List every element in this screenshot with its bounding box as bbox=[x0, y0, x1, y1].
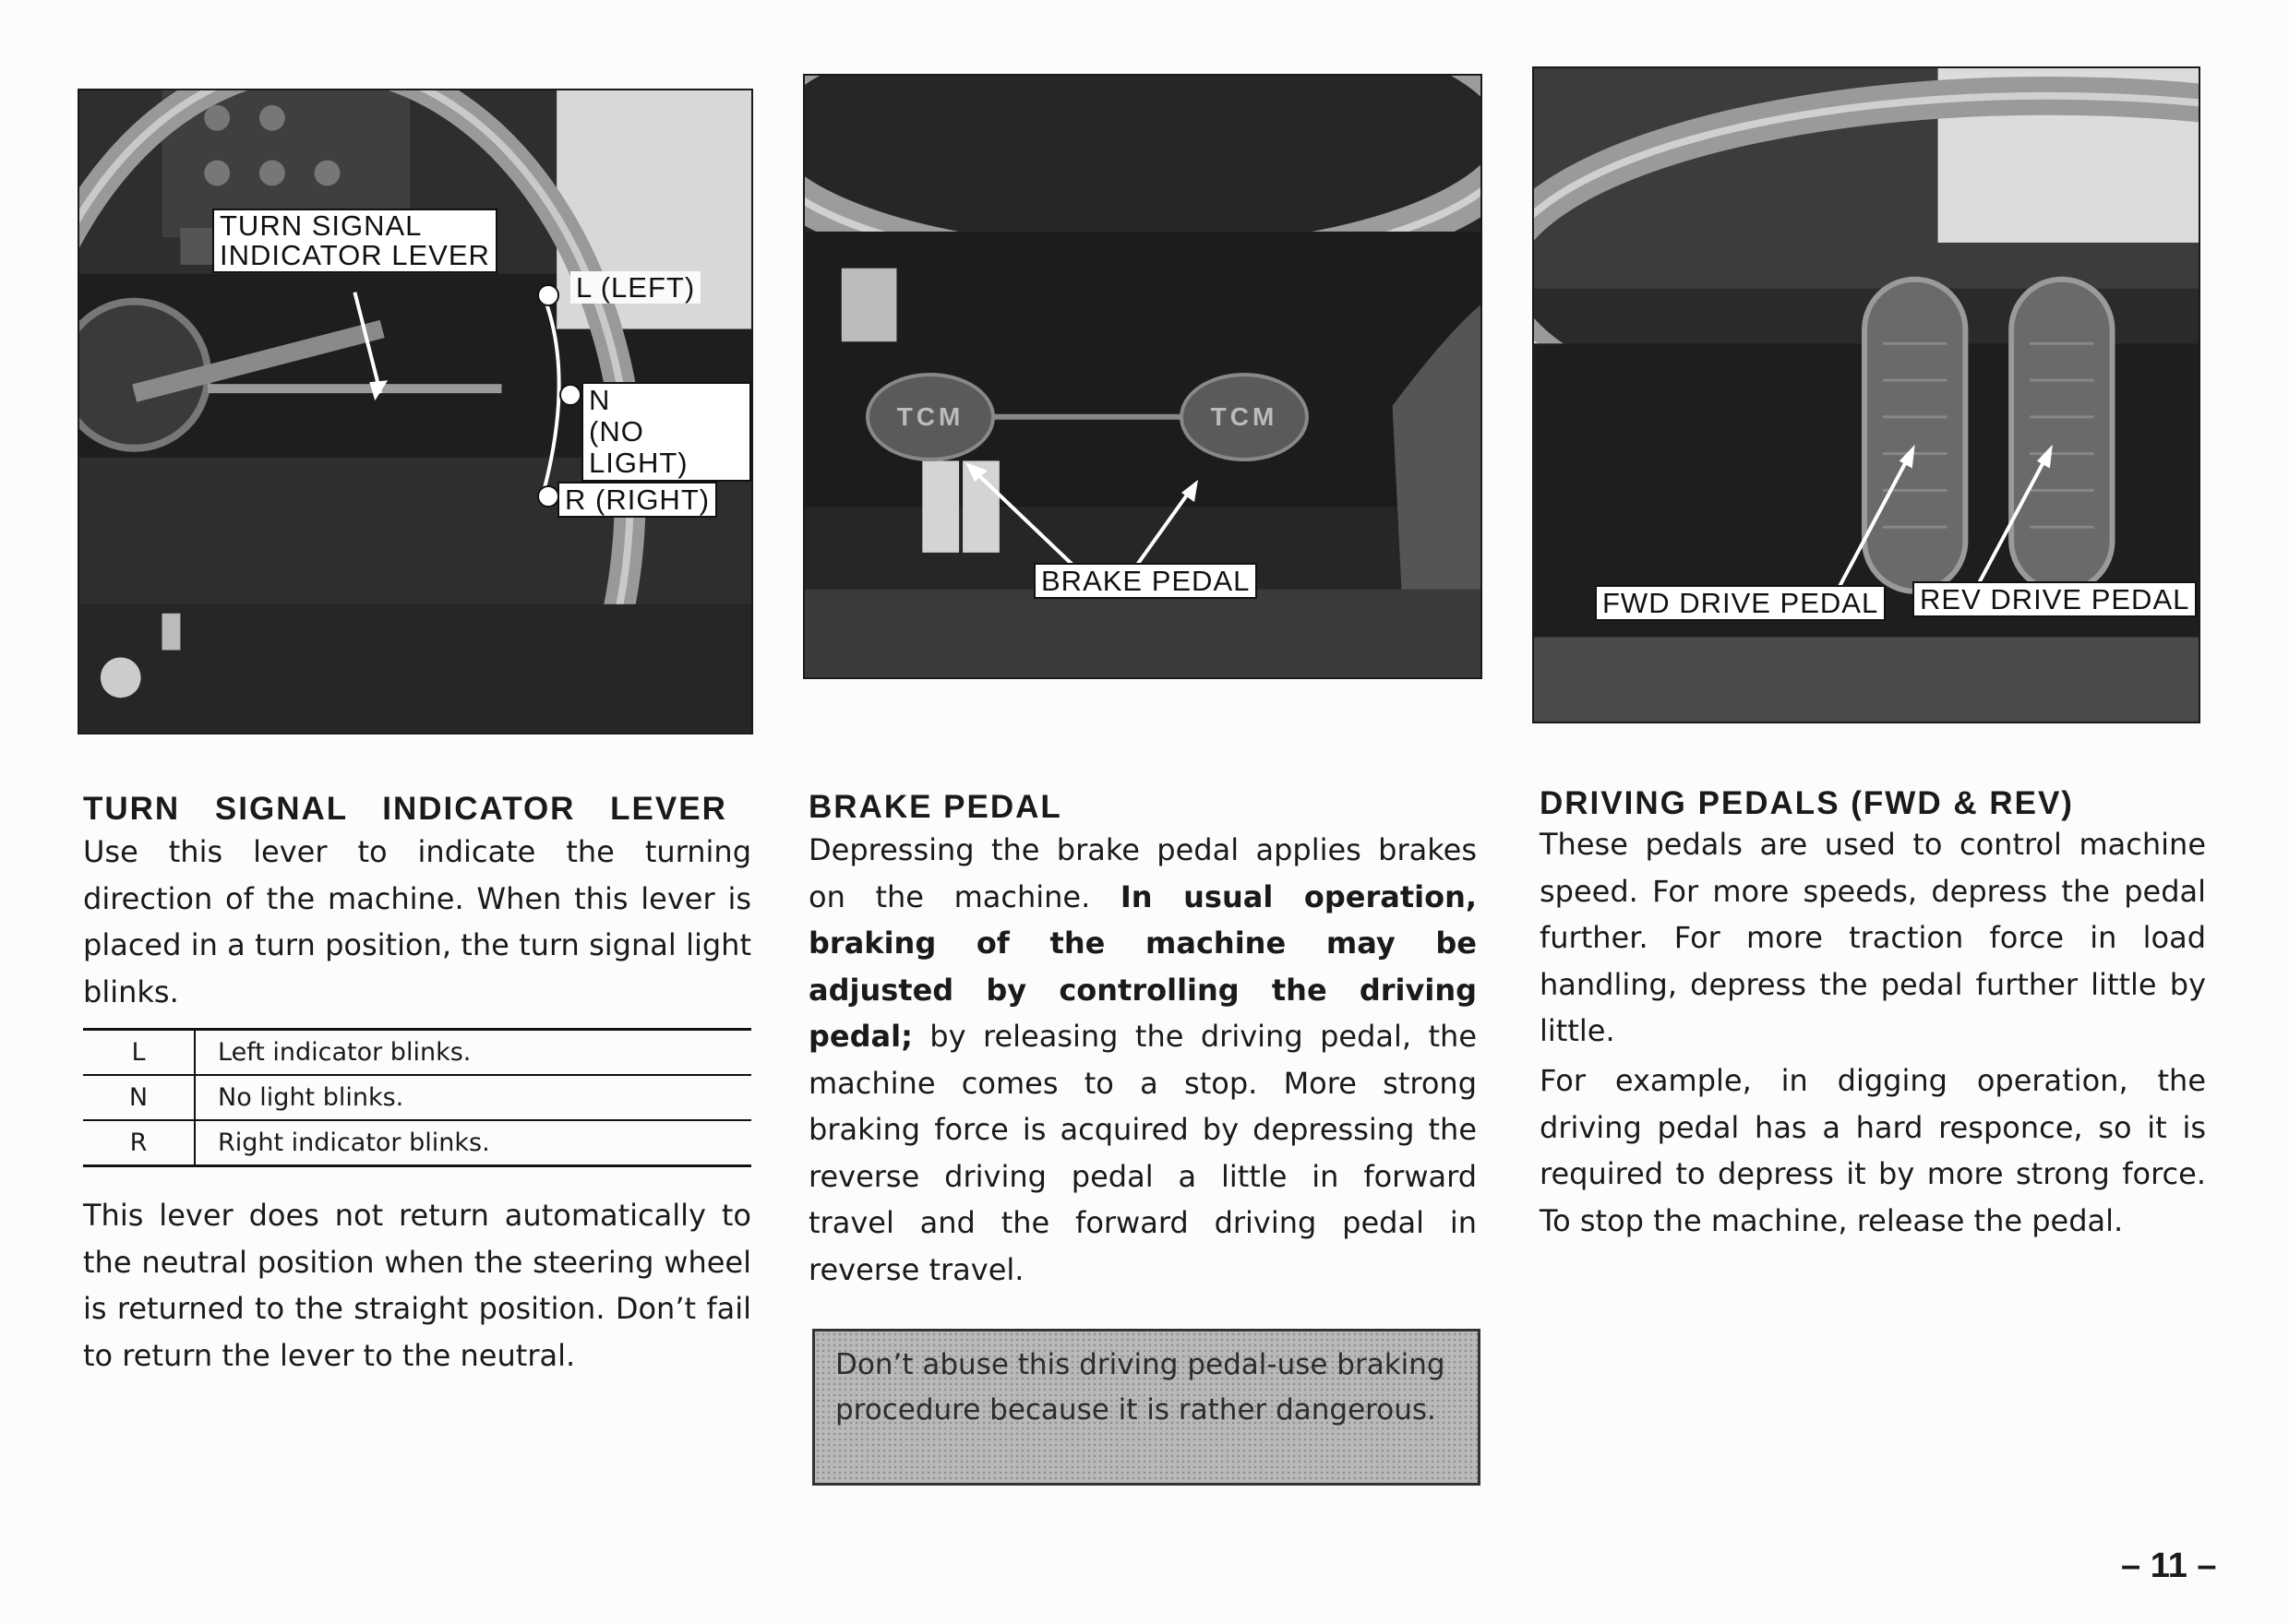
brake-pedal-label: BRAKE PEDAL bbox=[1034, 563, 1257, 599]
table-key: N bbox=[83, 1075, 195, 1120]
brake-pedal-photo bbox=[803, 74, 1482, 679]
indicator-table bbox=[83, 1028, 751, 1167]
tcm-logo-right: TCM bbox=[1210, 402, 1278, 431]
table-key: L bbox=[83, 1030, 195, 1076]
left-position-marker bbox=[537, 284, 559, 306]
turn-signal-lever-label: TURN SIGNAL INDICATOR LEVER bbox=[212, 209, 497, 273]
right-position-label: R (RIGHT) bbox=[557, 482, 717, 518]
brake-text-b: by releasing the driving pedal, the machine comes to a stop. More strong braking force is acquired by depressing the reverse driving pedal a little in forward travel and the forward driving pedal in reverse travel. bbox=[809, 1019, 1477, 1287]
table-value: Left indicator blinks. bbox=[195, 1030, 751, 1076]
turn-signal-photo bbox=[78, 89, 753, 734]
driving-pedals-paragraph-1: These pedals are used to control machine speed. For more speeds, depress the pedal further. For more traction force in load handling, depress the pedal further little by little. bbox=[1540, 827, 2206, 1048]
neutral-position-label: N (NO LIGHT) bbox=[581, 382, 751, 482]
neutral-position-marker bbox=[559, 384, 581, 406]
brake-pedal-paragraph bbox=[809, 827, 1477, 1293]
table-value: Right indicator blinks. bbox=[195, 1120, 751, 1166]
driving-pedals-heading: DRIVING PEDALS (FWD & REV) bbox=[1540, 785, 2074, 821]
left-position-label: L (LEFT) bbox=[570, 271, 701, 304]
turn-signal-paragraph-2: This lever does not return automatically to the neutral position when the steering wheel is returned to the straight position. Don’t fail to return the lever to the neutral. bbox=[83, 1198, 751, 1373]
driving-pedals-paragraph-2: For example, in digging operation, the driving pedal has a hard responce, so it is required to depress it by more strong force. To stop the machine, release the pedal. bbox=[1540, 1063, 2206, 1238]
brake-pedal-heading: BRAKE PEDAL bbox=[809, 789, 1062, 825]
page-number: – 11 – bbox=[2121, 1546, 2217, 1585]
tcm-logo-left: TCM bbox=[896, 402, 965, 431]
table-row bbox=[83, 1030, 751, 1076]
table-row bbox=[83, 1120, 751, 1166]
table-value: No light blinks. bbox=[195, 1075, 751, 1120]
table-row bbox=[83, 1075, 751, 1120]
table-key: R bbox=[83, 1120, 195, 1166]
right-position-marker bbox=[537, 485, 559, 508]
driving-pedals-photo bbox=[1532, 66, 2200, 723]
rev-drive-pedal-label: REV DRIVE PEDAL bbox=[1912, 581, 2197, 617]
turn-signal-heading: TURN SIGNAL INDICATOR LEVER bbox=[83, 791, 727, 827]
brake-text-a: Depressing the brake pedal applies brakes on the machine. bbox=[809, 832, 1477, 914]
caution-box: Don’t abuse this driving pedal-use braking procedure because it is rather dangerous. bbox=[812, 1329, 1480, 1486]
turn-signal-paragraph-1: Use this lever to indicate the turning direction of the machine. When this lever is placed in a turn position, the turn signal light blinks. bbox=[83, 834, 751, 1009]
fwd-drive-pedal-label: FWD DRIVE PEDAL bbox=[1595, 585, 1886, 621]
driving-pedals-illustration bbox=[1534, 68, 2199, 722]
brake-text-bold: In usual operation, braking of the machine may be adjusted by controlling the driving pedal; bbox=[809, 878, 1478, 1054]
